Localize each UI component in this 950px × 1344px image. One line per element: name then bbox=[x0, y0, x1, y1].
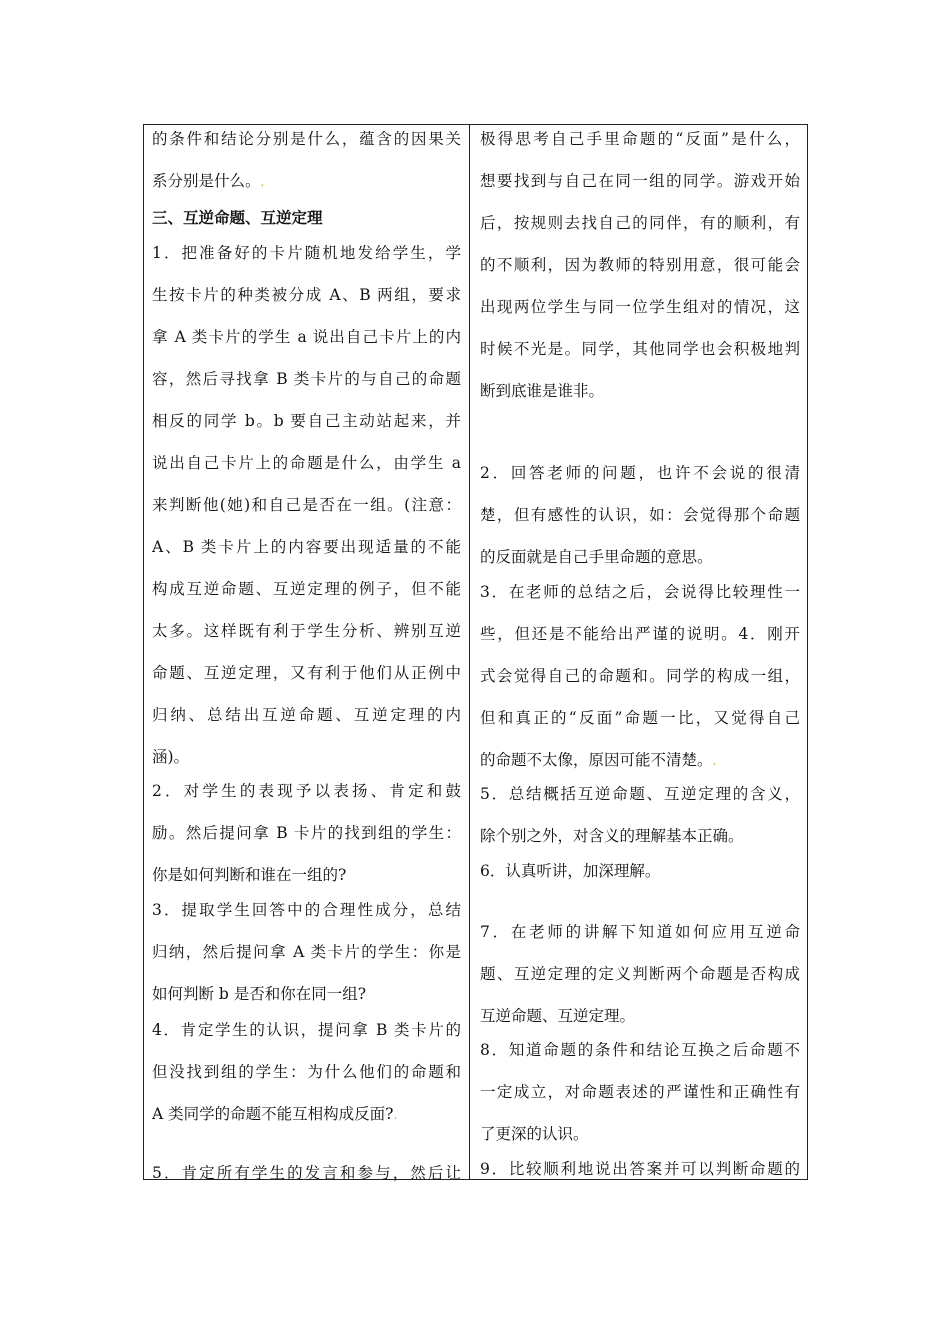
left-line: 生按卡片的种类被分成 A、B 两组，要求 bbox=[152, 286, 461, 304]
right-line: 5．总结概括互逆命题、互逆定理的含义， bbox=[480, 785, 800, 803]
right-line: 楚，但有感性的认识，如：会觉得那个命题 bbox=[480, 506, 800, 524]
right-line: 题、互逆定理的定义判断两个命题是否构成 bbox=[480, 965, 800, 983]
left-line: 相反的同学 b。b 要自己主动站起来，并 bbox=[152, 412, 461, 430]
left-line: 太多。这样既有利于学生分析、辨别互逆 bbox=[152, 622, 461, 640]
section-heading: 三、互逆命题、互逆定理 bbox=[152, 208, 323, 227]
right-line: 互逆命题、互逆定理。 bbox=[480, 1007, 636, 1025]
left-line: 涵)。 bbox=[152, 748, 190, 766]
right-line: 想要找到与自己在同一组的同学。游戏开始 bbox=[480, 172, 800, 190]
right-line: 时候不光是。同学，其他同学也会积极地判 bbox=[480, 340, 800, 358]
left-line: 的条件和结论分别是什么，蕴含的因果关 bbox=[152, 130, 461, 148]
right-line: 些，但还是不能给出严谨的说明。4．刚开 bbox=[480, 625, 800, 643]
left-line: 命题、互逆定理，又有利于他们从正例中 bbox=[152, 664, 461, 682]
left-line: A、B 类卡片上的内容要出现适量的不能 bbox=[152, 538, 461, 556]
left-line: 4．肯定学生的认识，提问拿 B 类卡片的 bbox=[152, 1021, 461, 1039]
right-line: 2．回答老师的问题，也许不会说的很清 bbox=[480, 464, 800, 482]
left-line: 构成互逆命题、互逆定理的例子，但不能 bbox=[152, 580, 461, 598]
left-line: 励。然后提问拿 B 卡片的找到组的学生： bbox=[152, 824, 461, 842]
left-line: 归纳、总结出互逆命题、互逆定理的内 bbox=[152, 706, 461, 724]
left-line: A 类同学的命题不能互相构成反面?. bbox=[152, 1105, 398, 1123]
column-divider bbox=[469, 125, 470, 1179]
left-line: 系分别是什么。. bbox=[152, 172, 265, 190]
marker-dot: . bbox=[712, 754, 717, 768]
right-line: 9．比较顺利地说出答案并可以判断命题的 bbox=[480, 1160, 800, 1178]
right-line: 出现两位学生与同一位学生组对的情况，这 bbox=[480, 298, 800, 316]
marker-dot: . bbox=[260, 175, 265, 189]
marker-dot: . bbox=[393, 1108, 398, 1122]
right-line: 的反面就是自己手里命题的意思。 bbox=[480, 548, 713, 566]
right-line: 的命题不太像，原因可能不清楚。. bbox=[480, 751, 717, 769]
left-line: 但没找到组的学生：为什么他们的命题和 bbox=[152, 1063, 461, 1081]
right-line: 的不顺利，因为教师的特别用意，很可能会 bbox=[480, 256, 800, 274]
right-line: 断到底谁是谁非。 bbox=[480, 382, 605, 400]
right-line: 除个别之外，对含义的理解基本正确。 bbox=[480, 827, 744, 845]
right-line: 一定成立，对命题表述的严谨性和正确性有 bbox=[480, 1083, 800, 1101]
left-line: 5．肯定所有学生的发言和参与，然后让 bbox=[152, 1164, 461, 1182]
left-line: 如何判断 b 是否和你在同一组? bbox=[152, 985, 367, 1003]
right-line: 后，按规则去找自己的同伴，有的顺利，有 bbox=[480, 214, 800, 232]
left-line: 3．提取学生回答中的合理性成分，总结 bbox=[152, 901, 461, 919]
right-line: 6．认真听讲，加深理解。 bbox=[480, 862, 661, 880]
right-line: 8．知道命题的条件和结论互换之后命题不 bbox=[480, 1041, 800, 1059]
left-line: 你是如何判断和谁在一组的? bbox=[152, 866, 347, 884]
right-line: 极得思考自己手里命题的“反面”是什么， bbox=[480, 130, 800, 148]
left-line: 2．对学生的表现予以表扬、肯定和鼓 bbox=[152, 782, 461, 800]
lesson-plan-table bbox=[143, 124, 808, 1180]
right-line: 式会觉得自己的命题和。同学的构成一组， bbox=[480, 667, 800, 685]
left-line: 拿 A 类卡片的学生 a 说出自己卡片上的内 bbox=[152, 328, 461, 346]
right-line: 了更深的认识。 bbox=[480, 1125, 589, 1143]
left-line: 容，然后寻找拿 B 类卡片的与自己的命题 bbox=[152, 370, 461, 388]
right-line: 7．在老师的讲解下知道如何应用互逆命 bbox=[480, 923, 800, 941]
left-line: 归纳，然后提问拿 A 类卡片的学生：你是 bbox=[152, 943, 461, 961]
left-line: 来判断他(她)和自己是否在一组。(注意： bbox=[152, 496, 461, 514]
left-line: 说出自己卡片上的命题是什么，由学生 a bbox=[152, 454, 461, 472]
left-line: 1．把准备好的卡片随机地发给学生，学 bbox=[152, 244, 461, 262]
right-line: 3．在老师的总结之后，会说得比较理性一 bbox=[480, 583, 800, 601]
right-line: 但和真正的“反面”命题一比，又觉得自己 bbox=[480, 709, 800, 727]
